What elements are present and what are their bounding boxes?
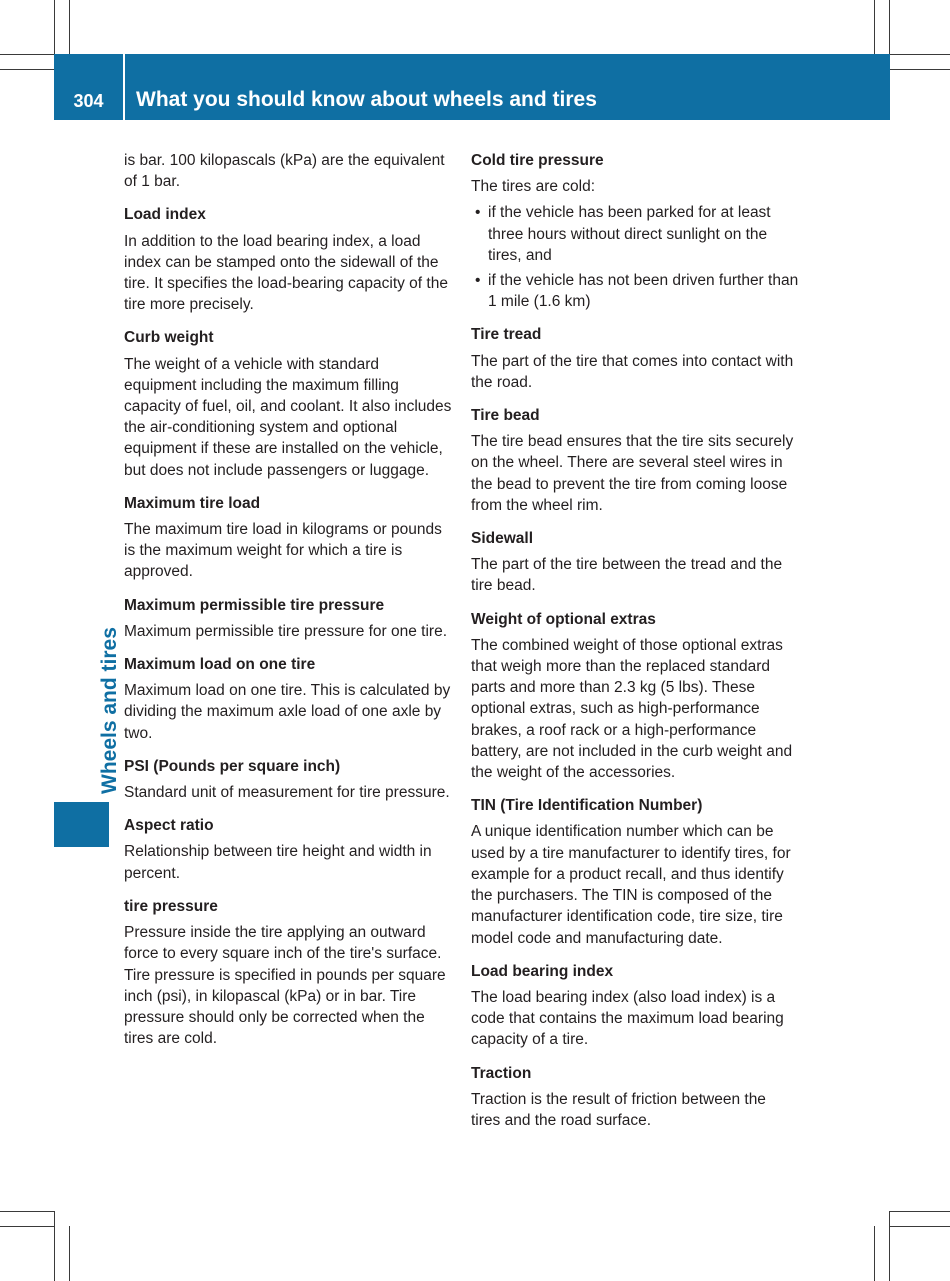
crop-mark (890, 54, 950, 55)
crop-mark (874, 0, 875, 54)
crop-mark (0, 1211, 54, 1212)
crop-mark (0, 54, 54, 55)
crop-mark (890, 69, 950, 70)
crop-mark (890, 1226, 950, 1227)
term-definition: The weight of a vehicle with standard equipment including the maximum filling capacity of fuel, oil, and coolant. It also includes the air-conditioning system and optional equipment if these are installed on the vehicle, but does not include passengers or luggage. (124, 355, 452, 479)
term-heading: Cold tire pressure (471, 152, 604, 169)
term-definition: Maximum permissible tire pressure for one tire. (124, 622, 448, 640)
term-definition: The part of the tire that comes into contact with the road. (471, 352, 794, 391)
crop-mark (69, 1226, 70, 1281)
term-heading: Sidewall (471, 530, 534, 548)
term-definition: The load bearing index (also load index) is a code that contains the maximum load bearing capacity of a tire. (471, 988, 784, 1049)
term-heading: tire pressure (124, 897, 218, 915)
crop-mark (69, 0, 70, 54)
term-heading: TIN (Tire Identification Number) (471, 797, 703, 815)
left-column (124, 150, 452, 1061)
term-definition: The combined weight of those optional extras that weigh more than the replaced standard parts and more than 2.3 kg (5 lbs). These optional extras, such as high-performance brakes, a roof rack or a high-performance battery, are not included in the curb weight and the weight of the accessories. (471, 636, 793, 782)
page-title: What you should know about wheels and tires (136, 88, 597, 111)
list-item: • if the vehicle has been parked for at least three hours without direct sunlight on the tires, and (471, 202, 799, 266)
crop-mark (889, 1211, 890, 1281)
term-definition: Traction is the result of friction between the tires and the road surface. (471, 1090, 766, 1129)
side-tab-marker (54, 802, 109, 847)
crop-mark (54, 0, 55, 54)
term-definition: A unique identification number which can be used by a tire manufacturer to identify tires, for example for a product recall, and thus identify the purchasers. The TIN is composed of the manufacturer identification code, tire size, tire model code and manufacturing date. (471, 823, 791, 947)
term-heading: Curb weight (124, 329, 214, 347)
term-definition: Standard unit of measurement for tire pressure. (124, 784, 450, 802)
term-heading: Maximum permissible tire pressure (124, 596, 385, 614)
term-definition: The part of the tire between the tread and the tire bead. (471, 556, 783, 595)
list-item: • if the vehicle has not been driven further than 1 mile (1.6 km) (471, 270, 799, 312)
term-heading: Traction (471, 1064, 532, 1082)
term-definition: Maximum load on one tire. This is calculated by dividing the maximum axle load of one axle by two. (124, 682, 451, 742)
term-definition: Pressure inside the tire applying an outward force to every square inch of the tire's surface. Tire pressure is specified in pounds per square inch (psi), in kilopascal (kPa) or in bar. Tire pressure should only be corrected when the tires are cold. (124, 924, 446, 1048)
term-heading: Tire tread (471, 326, 542, 344)
term-heading: Tire bead (471, 407, 540, 425)
intro-paragraph: is bar. 100 kilopascals (kPa) are the equivalent of 1 bar. (124, 152, 445, 191)
term-heading: Weight of optional extras (471, 610, 656, 628)
term-heading: Maximum tire load (124, 494, 261, 512)
header-divider (123, 54, 125, 120)
crop-mark (874, 1226, 875, 1281)
term-definition: Relationship between tire height and width in percent. (124, 843, 432, 882)
term-definition: The tire bead ensures that the tire sits securely on the wheel. There are several steel wires in the bead to prevent the tire from coming loose from the wheel rim. (471, 433, 794, 514)
term-heading: Maximum load on one tire (124, 656, 316, 674)
crop-mark (889, 0, 890, 54)
term-definition: The maximum tire load in kilograms or pounds is the maximum weight for which a tire is approved. (124, 521, 442, 581)
crop-mark (0, 69, 54, 70)
term-heading: PSI (Pounds per square inch) (124, 757, 341, 775)
term-heading: Load bearing index (471, 962, 614, 980)
term-heading: Aspect ratio (124, 817, 214, 835)
term-definition: The tires are cold: (471, 178, 596, 196)
bullet-list (471, 202, 799, 312)
crop-mark (54, 1211, 55, 1281)
term-definition: In addition to the load bearing index, a load index can be stamped onto the sidewall of the tire. It specifies the load-bearing capacity of the tire more precisely. (124, 232, 448, 314)
page-number: 304 (73, 91, 104, 111)
side-tab-label: Wheels and tires (98, 627, 121, 794)
right-column (471, 150, 799, 1143)
crop-mark (890, 1211, 950, 1212)
crop-mark (0, 1226, 54, 1227)
term-heading: Load index (124, 206, 206, 224)
